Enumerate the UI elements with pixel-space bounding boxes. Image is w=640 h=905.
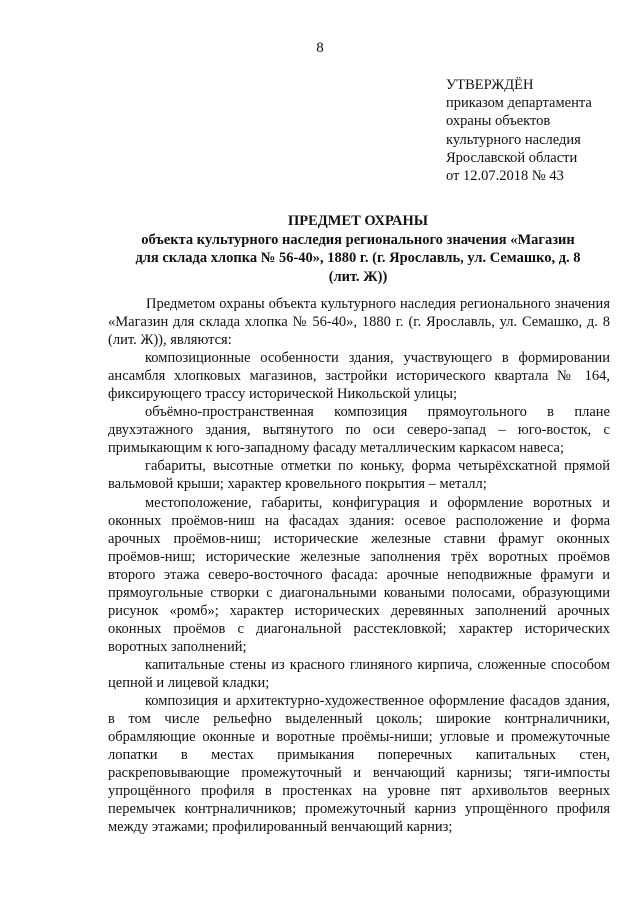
- protection-item: габариты, высотные отметки по коньку, форма четырёхскатной прямой вальмовой крыши; характер кровельного покрытия – металл;: [108, 458, 610, 493]
- approval-stamp: [446, 76, 626, 185]
- title-subtitle-line: для склада хлопка № 56-40», 1880 г. (г. Ярославль, ул. Семашко, д. 8: [135, 250, 581, 266]
- title-heading: ПРЕДМЕТ ОХРАНЫ: [287, 213, 429, 229]
- approval-line: УТВЕРЖДЁН: [446, 77, 534, 93]
- protection-item: композиционные особенности здания, участвующего в формировании ансамбля хлопковых магазинов, застройки исторического квартала № 164, фиксирующего трассу исторической Никольской улицы;: [108, 350, 610, 403]
- document-body: [108, 295, 610, 836]
- protection-item: местоположение, габариты, конфигурация и оформление воротных и оконных проёмов-ниш на фасадах здания: осевое расположение и форма арочных проёмов-ниш; исторические железные ставни фрамуг оконных проёмов-ниш; исторические железные заполнения трёх воротных проёмов второго этажа северо-восточного фасада: арочные неподвижные фрамуги и прямоугольные створки с диагональными коваными полосами, образующими рисунок «ромб»; характер исторических деревянных заполнений арочных оконных проёмов с диагональной расстекловкой; характер исторических воротных заполнений;: [108, 494, 610, 655]
- title-subtitle-line: объекта культурного наследия регионального значения «Магазин: [141, 231, 575, 248]
- document-title: [108, 212, 608, 286]
- title-subtitle-line: (лит. Ж)): [328, 268, 388, 285]
- approval-line: культурного наследия: [446, 131, 581, 148]
- protection-item: композиция и архитектурно-художественное оформление фасадов здания, в том числе рельефно выделенный цоколь; широкие контрналичники, обрамляющие оконные и воротные проёмы-ниши; угловые и промежуточные лопатки в местах примыкания поперечных капитальных стен, раскреповывающие промежуточный и венчающий карнизы; тяги-импосты упрощённого профиля в простенках на уровне пят архивольтов веерных перемычек контрналичников; промежуточный карниз упрощённого профиля между этажами; профилированный венчающий карниз;: [108, 693, 610, 836]
- protection-item: капитальные стены из красного глиняного кирпича, сложенные способом цепной и лицевой кладки;: [108, 656, 610, 691]
- approval-line: от 12.07.2018 № 43: [446, 168, 564, 185]
- protection-item: объёмно-пространственная композиция прямоугольного в плане двухэтажного здания, вытянутого по оси северо-запад – юго-восток, с примыкающим к юго-западному фасаду металлическим каркасом навеса;: [108, 404, 610, 457]
- approval-line: Ярославской области: [446, 149, 578, 166]
- approval-line: приказом департамента: [446, 95, 592, 112]
- intro-paragraph: Предметом охраны объекта культурного наследия регионального значения «Магазин для склада хлопка № 56-40», 1880 г. (г. Ярославль, ул. Семашко, д. 8 (лит. Ж)), являются:: [108, 296, 610, 349]
- approval-line: охраны объектов: [446, 113, 551, 130]
- page-number: 8: [316, 40, 324, 56]
